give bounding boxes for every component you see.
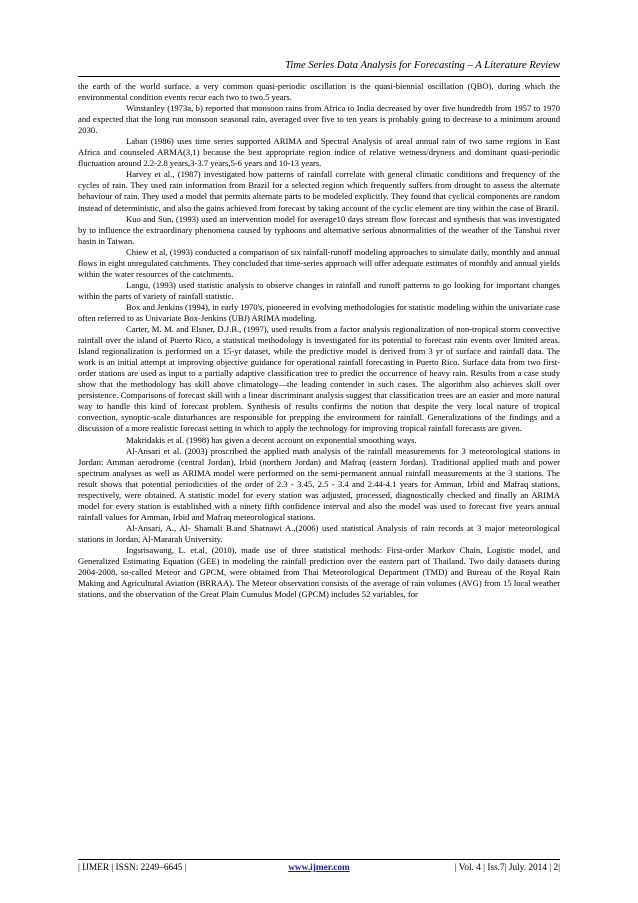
running-header: Time Series Data Analysis for Forecasting – A Literature Review <box>285 60 560 71</box>
header-divider <box>78 76 560 77</box>
footer-journal-info: | IJMER | ISSN: 2249–6645 | <box>78 863 187 873</box>
paragraph: the earth of the world surface. a very common quasi-periodic oscillation is the quasi-biennial oscillation (QBO), during which the environmental condition events recur each two to two.5 years. <box>78 81 560 103</box>
paragraph: Winstanley (1973a, b) reported that monsoon rains from Africa to India decreased by over five hundredth from 1957 to 1970 and expected that the long run monsoon seasonal rain, averaged over five to ten years is probably going to decrease to a minimum around 2030. <box>78 103 560 136</box>
paragraph: Ingsrisawang, L. et.al, (2010), made use of three statistical methods: First-order Markov Chain, Logistic model, and Generalized Estimating Equation (GEE) in modeling the rainfall prediction over the eastern part of Thailand. Two daily datasets during 2004-2008, so-called Meteor and GPCM, were obtained from Thai Meteorological Department (TMD) and Bureau of the Royal Rain Making and Agricultural Aviation (BRRAA). The Meteor observation consists of the average of rain volumes (AVG) from 15 local weather stations, and the observation of the Great Plain Cumulus Model (GPCM) includes 52 variables, for <box>78 544 560 600</box>
paragraph: Langu, (1993) used statistic analysis to observe changes in rainfall and runoff patterns to go looking for important changes within the parts of variety of rainfall statistic. <box>78 279 560 301</box>
article-body <box>78 81 560 600</box>
page-footer <box>78 861 560 875</box>
paragraph: Box and Jenkins (1994), in early 1970's, pioneered in evolving methodologies for statistic modeling within the univariate case often referred to as Univariate Box-Jenkins (UBJ) ARIMA modeling. <box>78 301 560 323</box>
paragraph: Laban (1986) uses time series supported ARIMA and Spectral Analysis of areal annual rain of two same regions in East Africa and counseled ARMA(3,1) because the best appropriate region indice of relative wetness/dryness and dominant quasi-periodic fluctuation around 2.2-2.8 years,3-3.7 years,5-6 years and 10-13 years. <box>78 136 560 169</box>
journal-website-link[interactable]: www.ijmer.com <box>288 863 350 873</box>
paragraph: Al-Ansari et al. (2003) proscribed the applied math analysis of the rainfall measurements for 3 meteorological stations in Jordan: Amman aerodrome (central Jordan), Irbid (northern Jordan) and Mafraq (eastern Jordan). Traditional applied math and power spectrum analyses as well as ARIMA model were performed on the semi-permanent annual rainfall measurements at the 3 stations. The result shows that potential periodicities of the order of 2.3 - 3.45, 2.5 - 3.4 and 2.44-4.1 years for Amman, Irbid and Mafraq stations, respectively, were obtained. A statistic model for every station was adjusted, processed, diagnostically checked and finally an ARIMA model for every station is established with a ninety fifth confidence interval and also the model was used to forecast five years annual rainfall values for Amman, Irbid and Mafraq meteorological stations. <box>78 445 560 522</box>
paragraph: Chiew et al, (1993) conducted a comparison of six rainfall-runoff modeling approaches to simulate daily, monthly and annual flows in eight unregulated catchments. They concluded that time-series approach will offer adequate estimates of monthly and annual yields within the water resources of the catchments. <box>78 246 560 279</box>
paragraph: Carter, M. M. and Elsner, D.J.B., (1997), used results from a factor analysis regionalization of non-tropical storm convective rainfall over the island of Puerto Rico, a statistical methodology is investigated for its potential to forecast rain events over limited areas. Island regionalization is performed on a 15-yr dataset, while the predictive model is derived from 3 yr of surface and rainfall data. The work is an initial attempt at improving objective guidance for operational rainfall forecasting in Puerto Rico. Surface data from two first-order stations are used as input to a partially adaptive classification tree to predict the occurrence of heavy rain. Results from a case study show that the methodology has skill above climatology—the leading contender in such cases. The algorithm also achieves skill over persistence. Comparisons of forecast skill with a linear discriminant analysis suggest that classification trees are an easier and more natural way to handle this kind of forecast problem. Synthesis of results confirms the notion that despite the very local nature of tropical convection, synoptic-scale disturbances are responsible for prepping the environment for rainfall. Generalizations of the findings and a discussion of a more realistic forecast setting in which to apply the technology for improving tropical rainfall forecasts are given. <box>78 324 560 434</box>
footer-issue-info: | Vol. 4 | Iss.7| July. 2014 | 2| <box>454 863 560 873</box>
paragraph: Al-Ansari, A., Al- Shamali B.and Shatnawi A.,(2006) used statistical Analysis of rain records at 3 major meteorological stations in Jordan, Al-Mararah University. <box>78 522 560 544</box>
paragraph: Kuo and Sun, (1993) used an intervention model for average10 days stream flow forecast and synthesis that was investigated by to influence the extraordinary phenomena caused by typhoons and alternative serious abnormalities of the weather of the Tanshui river basin in Taiwan. <box>78 213 560 246</box>
paragraph: Makridakis et al. (1998) has given a decent account on exponential smoothing ways. <box>126 434 417 445</box>
paragraph: Harvey et al., (1987) investigated how patterns of rainfall correlate with general climatic conditions and frequency of the cycles of rain. They used rain information from Brazil for a selected region which frequently suffers from drought to assess the alternate behaviour of rain. They used a model that permits alternate parts to be modeled explicitly. They found that cyclical components are random instead of deterministic, and also the gains achieved from forecast by taking account of the cyclic element are tiny within the case of Brazil. <box>78 169 560 213</box>
footer-divider <box>78 859 560 860</box>
